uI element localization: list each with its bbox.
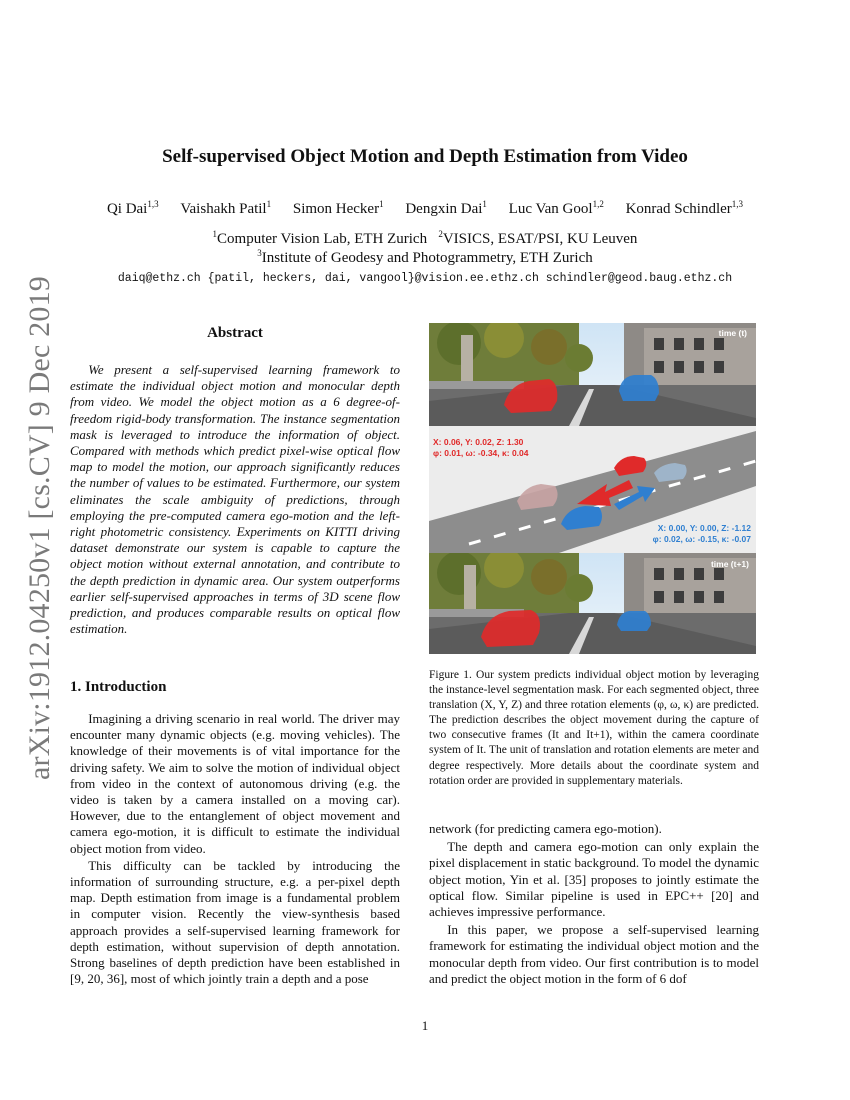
blue-car-mask (619, 375, 659, 401)
section-heading-introduction: 1. Introduction (70, 679, 167, 695)
page-number: 1 (421, 1018, 429, 1033)
author: Vaishakh Patil$^1$ (180, 199, 272, 217)
arxiv-identifier: arXiv:1912.04250v1 [cs.CV] 9 Dec 2019 (23, 276, 56, 780)
affiliation-line-2: $^3$Institute of Geodesy and Photogrammetry, ETH Zurich (257, 248, 593, 266)
intro-paragraph-2-continued: network (for predicting camera ego-motion). (429, 821, 662, 836)
intro-paragraph-3: The depth and camera ego-motion can only explain the pixel displacement in static background. To model the dynamic object motion, Yin et al. [35] proposes to jointly estimate the optical flow. Similar pipeline is used in EPC++ [20] and achieves impressive performance. (429, 839, 759, 920)
author-emails: daiq@ethz.ch {patil, heckers, dai, vangool}@vision.ee.ethz.ch schindler@geod.baug.ethz.ch (117, 272, 733, 285)
red-car-rotation: φ: 0.01, ω: -0.34, κ: 0.04 (433, 448, 529, 458)
affiliation-line-1: $^1$Computer Vision Lab, ETH Zurich $^2$VISICS, ESAT/PSI, KU Leuven (212, 229, 638, 247)
author: Konrad Schindler$^{1,3}$ (625, 199, 744, 217)
figure-1 (429, 323, 756, 654)
author: Simon Hecker$^1$ (292, 199, 384, 217)
author: Dengxin Dai$^1$ (405, 199, 487, 217)
author: Qi Dai$^{1,3}$ (106, 199, 159, 217)
frame-t1-image (429, 553, 756, 654)
abstract-text: We present a self-supervised learning framework to estimate the individual object motion and monocular depth from video. We model the object motion as a 6 degree-of-freedom rigid-body transformation. The instance segmentation mask is leveraged to introduce the information of object. Compared with methods which predict pixel-wise optical flow map to model the motion, our approach significantly reduces the number of values to be estimated. Furthermore, our system eliminates the scale ambiguity of predictions, through employing the pre-computed camera ego-motion and the left-right photometric consistency. Experiments on KITTI driving dataset demonstrate our system is capable to capture the object motion without external annotation, and contribute to the depth prediction in dynamic area. Our system outperforms earlier self-supervised approaches in terms of 3D scene flow prediction, and produces comparable results on optical flow estimation. (70, 362, 400, 637)
intro-paragraph-1: Imagining a driving scenario in real world. The driver may encounter many dynamic objects (e.g. moving vehicles). The knowledge of their movements is of vital importance for the driving safety. We aim to solve the motion of individual object from video in the context of autonomous driving (e.g. the video is taken by a camera installed on a moving car). However, due to the entanglement of object movement and camera ego-motion, it is difficult to estimate the individual object motion from video. (70, 711, 400, 856)
intro-left-column (70, 711, 400, 987)
intro-paragraph-4: In this paper, we propose a self-supervised learning framework for estimating the individual object motion and the monocular depth from video. Our first contribution is to model and predict the object motion in the form of 6 dof (429, 922, 759, 986)
motion-diagram (429, 426, 756, 553)
intro-paragraph-2: This difficulty can be tackled by introducing the information of surrounding structure, e.g. a per-pixel depth map. Depth estimation from image is a fundamental problem in computer vision. Recently the view-synthesis based approach provides a self-supervised learning framework for depth estimation, without supervision of depth annotation. Strong baselines of depth prediction have been established in [9, 20, 36], most of which jointly train a depth and a pose (70, 857, 400, 987)
frame-t-image (429, 323, 756, 426)
red-car-translation: X: 0.06, Y: 0.02, Z: 1.30 (433, 437, 524, 447)
intro-right-column (429, 821, 759, 987)
figure-1-caption: Figure 1. Our system predicts individual object motion by leveraging the instance-level segmentation mask. For each segmented object, three translation (X, Y, Z) and three rotation elements (φ, ω, κ) are predicted. The prediction describes the object movement during the capture of two consecutive frames (It and It+1), within the camera coordinate system of It. The unit of translation and rotation elements are meter and degree respectively. More details about the coordinate system and rotation order are provided in supplementary materials. (429, 669, 759, 787)
time-t-label: time (t) (718, 328, 747, 338)
blue-car-rotation: φ: 0.02, ω: -0.15, κ: -0.07 (652, 534, 751, 544)
author-list (0, 199, 850, 218)
time-t1-label: time (t+1) (710, 559, 749, 569)
author: Luc Van Gool$^{1,2}$ (508, 199, 604, 217)
abstract-heading: Abstract (207, 325, 263, 341)
blue-car-translation: X: 0.00, Y: 0.00, Z: -1.12 (657, 523, 751, 533)
paper-title: Self-supervised Object Motion and Depth Estimation from Video (162, 146, 688, 167)
